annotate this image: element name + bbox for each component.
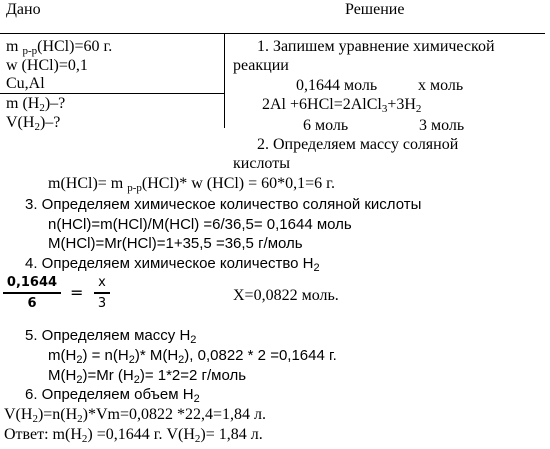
proportion-left-numerator: 0,1644 xyxy=(6,275,58,290)
given-heading: Дано xyxy=(6,1,41,18)
step-5-heading: 5. Определяем массу $H_2$ xyxy=(25,327,197,346)
mass-hcl-calc: m(HCl)= m $_{р-р}$(HCl)* w (HCl) = 60*0,1=6 г. xyxy=(48,175,335,194)
mol-below-hcl: 6 моль xyxy=(303,117,349,134)
step-2-heading-cont: кислоты xyxy=(233,155,290,172)
step-3-heading: 3. Определяем химическое количество соляной кислоты xyxy=(25,196,422,213)
solution-heading: Решение xyxy=(345,1,405,18)
molar-mass-h2: $M(H_2)=Mr$ $(H_2)= 1*2=2$ г/моль xyxy=(48,367,247,386)
step-1-heading-cont: реакции xyxy=(233,57,289,74)
molar-mass-hcl: M(HCl)=Mr(HCl)=1+35,5 =36,5 г/моль xyxy=(48,235,303,252)
proportion-right-bar xyxy=(94,292,110,294)
proportion-right xyxy=(94,275,110,312)
proportion-equals: = xyxy=(70,283,84,302)
proportion-left-bar xyxy=(3,292,61,294)
mol-above-hcl: 0,1644 моль xyxy=(296,77,378,94)
proportion-left-denominator: 6 xyxy=(27,295,37,311)
mol-above-h2: х моль xyxy=(418,77,464,94)
unknowns-rule xyxy=(0,93,225,94)
step-1-heading: 1. Запишем уравнение химической xyxy=(257,38,495,55)
step-6-heading: 6. Определяем объем $H_2$ xyxy=(25,386,200,405)
mass-h2-calc: $m(H_2) = n(H_2)*$ $M(H_2)$, 0,0822 * 2 =0,1644 г. xyxy=(48,347,337,366)
unknown-volume: $V(H_2)-$? xyxy=(6,114,61,133)
step-2-heading: 2. Определяем массу соляной xyxy=(257,136,459,153)
given-mass-fraction: w (HCl)=0,1 xyxy=(6,57,88,74)
given-solution-mass: m $_{р-р}$(HCl)=60 г. xyxy=(6,38,113,57)
given-metals: Cu,Al xyxy=(6,75,45,92)
unknown-mass: m $(H_2)-$? xyxy=(6,95,66,114)
answer-line: Ответ: $m(H_2) =0,1644$ г. $V(H_2)= 1,84$ л. xyxy=(4,426,263,445)
header-rule xyxy=(0,33,545,34)
x-result: X=0,0822 моль. xyxy=(233,287,339,304)
step-4-heading: 4. Определяем химическое количество $H_2$ xyxy=(25,255,320,274)
proportion-right-denominator: 3 xyxy=(97,295,107,311)
n-hcl-calc: n(HCl)=m(HCl)/M(HCl) =6/36,5= 0,1644 моль xyxy=(48,216,352,233)
reaction-equation: $2Al +6HCl=2AlCl_3+3H_2$ xyxy=(262,96,422,115)
proportion-left xyxy=(3,275,61,312)
volume-h2-calc: $V(H_2)=n(H_2)*Vm=0,0822$ *22,4=1,84 л. xyxy=(4,406,267,425)
mol-below-h2: 3 моль xyxy=(419,117,465,134)
proportion-right-numerator: x xyxy=(98,275,106,290)
given-divider xyxy=(224,33,225,128)
